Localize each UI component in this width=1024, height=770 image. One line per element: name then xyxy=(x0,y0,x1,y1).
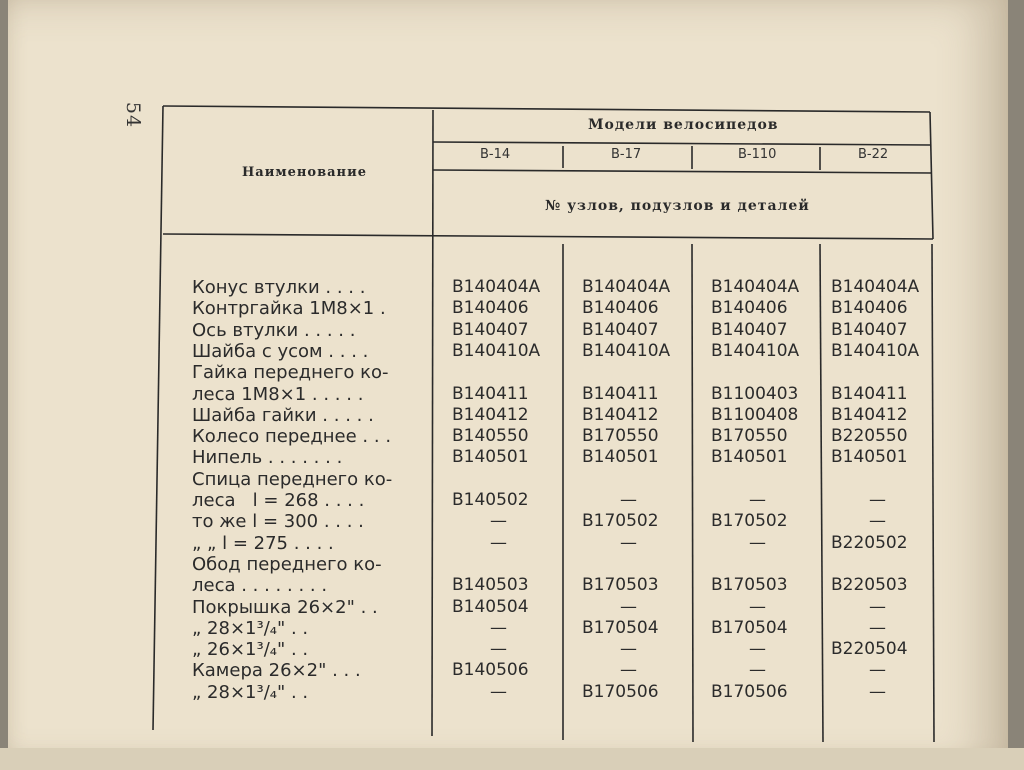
row-label: то же l = 300 . . . . xyxy=(192,511,364,533)
table-cell: В140407 xyxy=(831,319,908,340)
table-cell: — xyxy=(620,490,637,510)
model-label: В-17 xyxy=(611,147,642,162)
table-cell: — xyxy=(490,639,507,660)
table-cell: В140506 xyxy=(452,660,529,681)
table-cell: В140406 xyxy=(711,298,788,319)
table-cell: — xyxy=(869,617,886,638)
table-cell: В170504 xyxy=(582,617,659,638)
table-cell: В140404А xyxy=(711,277,800,297)
table-cell: В140412 xyxy=(831,404,908,425)
table-cell: В140407 xyxy=(582,319,659,340)
table-cell: В1100403 xyxy=(711,383,799,404)
row-label: Конус втулки . . . . xyxy=(192,277,366,298)
table-cell: — xyxy=(620,532,637,553)
row-label: Нипель . . . . . . . xyxy=(192,447,343,469)
table-cell: В140406 xyxy=(831,298,908,319)
table-cell: — xyxy=(490,532,507,553)
row-label: Покрышка 26×2" . . xyxy=(192,596,378,618)
table-cell: В140550 xyxy=(452,426,529,447)
row-label: Колесо переднее . . . xyxy=(192,426,392,448)
table-cell: В170550 xyxy=(582,426,659,447)
model-label: В-110 xyxy=(738,147,777,162)
table-cell: В140501 xyxy=(831,447,908,468)
row-label: „ 28×1³/₄" . . xyxy=(192,617,309,639)
table-cell: — xyxy=(490,617,507,638)
column-header-name: Наименование xyxy=(242,165,367,180)
table-cell: В220504 xyxy=(831,639,908,660)
row-label: „ 26×1³/₄" . . xyxy=(192,639,309,661)
table-cell: — xyxy=(490,511,507,532)
table-cell: В220550 xyxy=(831,426,908,447)
table-cell: В140410А xyxy=(711,340,800,361)
table-cell: В170504 xyxy=(711,617,788,638)
table-cell: В140404А xyxy=(582,277,671,297)
table-cell: В140406 xyxy=(452,298,529,319)
table-cell: — xyxy=(620,660,637,681)
table-cell: В140501 xyxy=(452,447,529,468)
table-cell: — xyxy=(749,490,766,510)
row-label: Гайка переднего ко- xyxy=(192,362,389,384)
table-cell: В140404А xyxy=(452,277,541,297)
table-cell: В140410А xyxy=(831,340,920,361)
table-cell: В170506 xyxy=(582,681,659,702)
table-cell: — xyxy=(869,596,886,617)
table-cell: — xyxy=(749,532,766,553)
table-cell: — xyxy=(490,681,507,702)
table-cell: — xyxy=(749,596,766,617)
table-cell: — xyxy=(620,639,637,660)
table-cell: В140501 xyxy=(711,447,788,468)
table-cell: — xyxy=(869,660,886,681)
table-cell: В220502 xyxy=(831,532,908,553)
row-label: Камера 26×2" . . . xyxy=(192,660,361,682)
table-cell: В140410А xyxy=(452,340,541,361)
table-cell: В170502 xyxy=(711,511,788,532)
row-label: Обод переднего ко- xyxy=(192,553,382,575)
table-cell: В140504 xyxy=(452,596,529,617)
table-cell: В170502 xyxy=(582,511,659,532)
table-cell: В140406 xyxy=(582,298,659,319)
table-cell: В170550 xyxy=(711,426,788,447)
table-cell: — xyxy=(869,490,886,510)
table-cell: — xyxy=(869,511,886,532)
table-cell: — xyxy=(749,639,766,660)
row-label: Ось втулки . . . . . xyxy=(192,319,356,341)
table-cell: В170503 xyxy=(582,575,659,596)
table-cell: — xyxy=(620,596,637,617)
table-cell: — xyxy=(869,681,886,702)
table-cell: В140502 xyxy=(452,490,529,510)
table-cell: В140407 xyxy=(711,319,788,340)
table-cell: В170506 xyxy=(711,681,788,702)
row-label: Шайба гайки . . . . . xyxy=(192,404,374,426)
row-label: леса . . . . . . . . xyxy=(192,575,328,597)
row-label: леса l = 268 . . . . xyxy=(192,490,365,511)
page-number: 54 xyxy=(122,101,145,129)
row-label: леса 1М8×1 . . . . . xyxy=(192,383,364,405)
table-cell: В140503 xyxy=(452,575,529,596)
table-cell: В1100408 xyxy=(711,404,799,425)
table-cell: В220503 xyxy=(831,575,908,596)
row-label: Спица переднего ко- xyxy=(192,468,393,490)
row-label: Контргайка 1М8×1 . xyxy=(192,298,386,320)
column-header-models: Модели велосипедов xyxy=(588,117,779,133)
table-cell: В170503 xyxy=(711,575,788,596)
table-cell: В140411 xyxy=(452,383,529,404)
row-label: Шайба с усом . . . . xyxy=(192,340,369,362)
row-label: „ „ l = 275 . . . . xyxy=(192,532,334,554)
table-cell: — xyxy=(749,660,766,681)
table-cell: В140411 xyxy=(831,383,908,404)
table-cell: В140404А xyxy=(831,277,920,297)
table-cell: В140412 xyxy=(452,404,529,425)
model-label: В-14 xyxy=(480,147,511,162)
row-label: „ 28×1³/₄" . . xyxy=(192,681,309,703)
table-cell: В140501 xyxy=(582,447,659,468)
table-cell: В140412 xyxy=(582,404,659,425)
table-cell: В140407 xyxy=(452,319,529,340)
table-cell: В140411 xyxy=(582,383,659,404)
column-header-nodes: № узлов, подузлов и деталей xyxy=(545,198,810,214)
model-label: В-22 xyxy=(858,147,889,162)
table-cell: В140410А xyxy=(582,340,671,361)
